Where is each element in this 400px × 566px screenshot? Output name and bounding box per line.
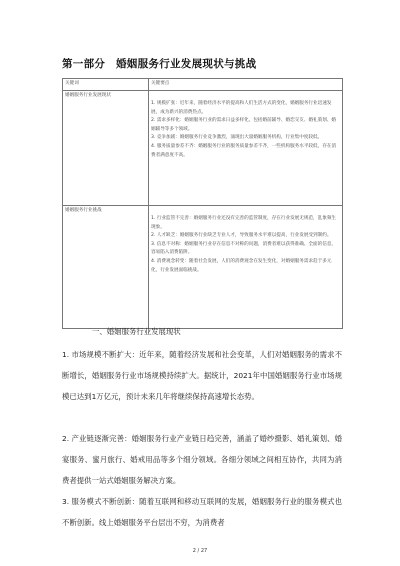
table-header-cell: 关键词 — [63, 79, 149, 91]
row-label: 婚姻服务行业挑战 — [63, 206, 149, 329]
table-row — [63, 91, 343, 206]
section-heading: 一、婚姻服务行业发展现状 — [92, 327, 181, 336]
list-item: 2. 人才缺乏：婚姻服务行业缺乏专业人才，导致服务水平难以提高，行业发展受到制约。 — [151, 233, 332, 239]
summary-table — [62, 78, 343, 329]
list-item: 1. 规模扩张：近年来，随着经济水平的提高和人们生活方式的变化，婚姻服务行业迅速发展，成为新兴的消费热点。 — [151, 101, 332, 115]
table-header-cell: 关键要点 — [149, 79, 343, 91]
body-paragraph: 2. 产业链逐渐完善：婚姻服务行业产业链日趋完善，涵盖了婚纱摄影、婚礼策划、婚宴服务、蜜月旅行、婚戒用品等多个细分领域。各细分领域之间相互协作，共同为消费者提供一站式婚姻服务解决方案。 — [62, 434, 342, 485]
page-number: 2 / 27 — [192, 548, 208, 554]
list-item: 3. 信息不对称：婚姻服务行业存在信息不对称的问题，消费者难以获得准确、全面的信息，容易陷入消费陷阱。 — [151, 241, 337, 256]
row-content — [149, 206, 343, 329]
list-item: 4. 服务质量参差不齐：婚姻服务行业的服务质量参差不齐，一些机构服务水平较低，存在消费者满意度不高。 — [151, 143, 337, 158]
row-content — [149, 91, 343, 206]
list-item: 1. 行业监管不完善：婚姻服务行业还没有完善的监管制度，存在行业发展无规范，乱象频生现象。 — [151, 216, 337, 230]
list-item: 4. 消费观念转变：随着社会发展，人们的消费观念在发生变化，对婚姻服务需求趋于多元化，行业发展面临挑战。 — [151, 258, 332, 273]
body-paragraph: 3. 服务模式不断创新：随着互联网和移动互联网的发展，婚姻服务行业的服务模式也不断创新。线上婚姻服务平台层出不穷，为消费者 — [62, 497, 342, 527]
list-item: 2. 需求多样化：婚姻服务行业的需求日益多样化，包括婚前辅导、婚恋交友、婚礼策划、婚姻辅导等多个领域。 — [151, 118, 337, 132]
list-item: 3. 竞争加剧：婚姻服务行业竞争激烈，涌现出大量婚姻服务机构，行业集中度较低。 — [151, 135, 323, 141]
table-row — [63, 206, 343, 329]
row-label: 婚姻服务行业发展现状 — [63, 91, 149, 206]
page-title: 第一部分 婚姻服务行业发展现状与挑战 — [62, 58, 257, 70]
body-paragraph: 1. 市场规模不断扩大：近年来，随着经济发展和社会变革，人们对婚姻服务的需求不断增长，婚姻服务行业市场规模持续扩大。据统计，2021年中国婚姻服务行业市场规模已达到1万亿元，预计未来几年将继续保持高速增长态势。 — [62, 350, 342, 401]
table-header-row — [63, 79, 343, 91]
